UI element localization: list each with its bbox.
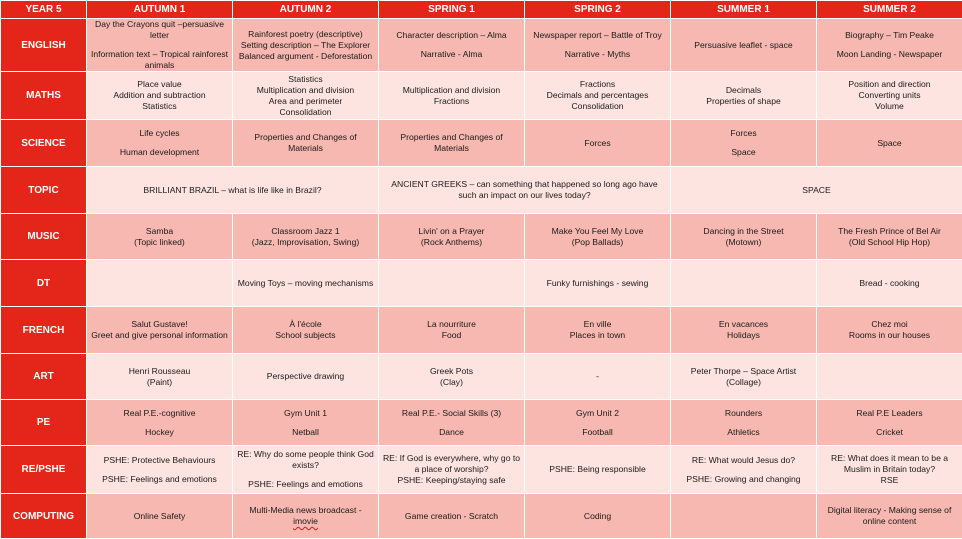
cell-line: (Motown)	[674, 237, 813, 248]
re-pshe-autumn-2	[233, 446, 379, 494]
cell-line: Classroom Jazz 1	[236, 226, 375, 237]
cell-line: En ville	[528, 319, 667, 330]
maths-spring-1	[379, 72, 525, 120]
cell-line: Holidays	[674, 330, 813, 341]
cell-line: Hockey	[90, 427, 229, 438]
subject-row-maths	[1, 72, 962, 120]
cell-line: Persuasive leaflet - space	[674, 40, 813, 51]
cell-line: Multi-Media news broadcast -	[236, 505, 375, 516]
cell-line: En vacances	[674, 319, 813, 330]
cell-line: RE: What does it mean to be a Muslim in Britain today?	[820, 453, 959, 475]
cell-line: Narrative - Alma	[382, 49, 521, 60]
cell-line: Chez moi	[820, 319, 959, 330]
dt-spring-1	[379, 260, 525, 307]
cell-line: Life cycles	[90, 128, 229, 139]
dt-summer-2	[817, 260, 962, 307]
dt-autumn-1	[87, 260, 233, 307]
cell-line: PSHE: Growing and changing	[674, 474, 813, 485]
subject-label: ENGLISH	[1, 19, 87, 72]
subject-label: FRENCH	[1, 307, 87, 354]
cell-line: Funky furnishings - sewing	[528, 278, 667, 289]
music-spring-1	[379, 214, 525, 260]
term-header-autumn-1: AUTUMN 1	[87, 1, 233, 19]
re-pshe-spring-1	[379, 446, 525, 494]
pe-spring-2	[525, 400, 671, 446]
english-autumn-2	[233, 19, 379, 72]
maths-summer-1	[671, 72, 817, 120]
year-header: YEAR 5	[1, 1, 87, 19]
cell-line: Properties of shape	[674, 96, 813, 107]
cell-line: Properties and Changes of Materials	[236, 132, 375, 154]
topic-summer: SPACE	[671, 167, 962, 214]
cell-line: Rainforest poetry (descriptive)	[236, 29, 375, 40]
cell-line: (Clay)	[382, 377, 521, 388]
cell-line: Greek Pots	[382, 366, 521, 377]
cell-line: Greet and give personal information	[90, 330, 229, 341]
cell-line: (Collage)	[674, 377, 813, 388]
cell-line: Gym Unit 1	[236, 408, 375, 419]
cell-line: Volume	[820, 101, 959, 112]
subject-label: PE	[1, 400, 87, 446]
cell-line: Samba	[90, 226, 229, 237]
english-summer-2	[817, 19, 962, 72]
term-header-spring-2: SPRING 2	[525, 1, 671, 19]
cell-line: Bread - cooking	[820, 278, 959, 289]
subject-row-english	[1, 19, 962, 72]
cell-line: La nourriture	[382, 319, 521, 330]
cell-line: Athletics	[674, 427, 813, 438]
term-header-autumn-2: AUTUMN 2	[233, 1, 379, 19]
cell-line: Perspective drawing	[236, 371, 375, 382]
subject-row-topic	[1, 167, 962, 214]
cell-line: Consolidation	[528, 101, 667, 112]
cell-line: Decimals	[674, 85, 813, 96]
cell-line: Football	[528, 427, 667, 438]
cell-line: Human development	[90, 147, 229, 158]
subject-label: ART	[1, 354, 87, 400]
topic-spring: ANCIENT GREEKS – can something that happened so long ago have such an impact on our lives today?	[379, 167, 671, 214]
re-pshe-summer-2	[817, 446, 962, 494]
cell-line: Consolidation	[236, 107, 375, 118]
maths-autumn-1	[87, 72, 233, 120]
dt-spring-2	[525, 260, 671, 307]
science-summer-1	[671, 120, 817, 167]
cell-line: À l'école	[236, 319, 375, 330]
cell-line: Places in town	[528, 330, 667, 341]
dt-summer-1	[671, 260, 817, 307]
term-header-spring-1: SPRING 1	[379, 1, 525, 19]
pe-autumn-2	[233, 400, 379, 446]
pe-autumn-1	[87, 400, 233, 446]
cell-line: The Fresh Prince of Bel Air	[820, 226, 959, 237]
header-row	[1, 1, 962, 19]
science-spring-2	[525, 120, 671, 167]
subject-label: TOPIC	[1, 167, 87, 214]
subject-row-computing	[1, 494, 962, 539]
computing-spring-2	[525, 494, 671, 539]
cell-line: Rounders	[674, 408, 813, 419]
cell-line: Addition and subtraction	[90, 90, 229, 101]
cell-line: Cricket	[820, 427, 959, 438]
cell-line: Newspaper report – Battle of Troy	[528, 30, 667, 41]
cell-line: Moving Toys – moving mechanisms	[236, 278, 375, 289]
english-summer-1	[671, 19, 817, 72]
cell-line: Narrative - Myths	[528, 49, 667, 60]
art-autumn-2	[233, 354, 379, 400]
cell-line: Multiplication and division	[236, 85, 375, 96]
cell-line: Digital literacy - Making sense of online content	[820, 505, 959, 527]
subject-row-music	[1, 214, 962, 260]
cell-line: Multiplication and division	[382, 85, 521, 96]
cell-line: RE: Why do some people think God exists?	[236, 449, 375, 471]
cell-line: Livin' on a Prayer	[382, 226, 521, 237]
subject-row-pe	[1, 400, 962, 446]
cell-line: Real P.E.-cognitive	[90, 408, 229, 419]
term-header-summer-1: SUMMER 1	[671, 1, 817, 19]
cell-line: (Pop Ballads)	[528, 237, 667, 248]
art-autumn-1	[87, 354, 233, 400]
cell-line: Statistics	[90, 101, 229, 112]
cell-line: Salut Gustave!	[90, 319, 229, 330]
art-spring-2	[525, 354, 671, 400]
computing-autumn-2	[233, 494, 379, 539]
cell-line: PSHE: Feelings and emotions	[236, 479, 375, 490]
science-autumn-2	[233, 120, 379, 167]
cell-line: Food	[382, 330, 521, 341]
cell-line: Real P.E.- Social Skills (3)	[382, 408, 521, 419]
re-pshe-spring-2	[525, 446, 671, 494]
cell-line: Henri Rousseau	[90, 366, 229, 377]
cell-line: Information text – Tropical rainforest animals	[90, 49, 229, 71]
cell-line: Space	[674, 147, 813, 158]
cell-line: Real P.E Leaders	[820, 408, 959, 419]
science-spring-1	[379, 120, 525, 167]
subject-row-science	[1, 120, 962, 167]
computing-summer-1	[671, 494, 817, 539]
subject-row-dt	[1, 260, 962, 307]
cell-line: Coding	[528, 511, 667, 522]
subject-label: MATHS	[1, 72, 87, 120]
cell-line: PSHE: Feelings and emotions	[90, 474, 229, 485]
cell-line: Dancing in the Street	[674, 226, 813, 237]
cell-line: Online Safety	[90, 511, 229, 522]
cell-line: Balanced argument - Deforestation	[236, 51, 375, 62]
cell-line: Position and direction	[820, 79, 959, 90]
cell-line: Fractions	[382, 96, 521, 107]
french-summer-1	[671, 307, 817, 354]
topic-autumn: BRILLIANT BRAZIL – what is life like in Brazil?	[87, 167, 379, 214]
art-summer-2	[817, 354, 962, 400]
cell-line: Converting units	[820, 90, 959, 101]
cell-line: Fractions	[528, 79, 667, 90]
cell-line: Game creation - Scratch	[382, 511, 521, 522]
french-autumn-1	[87, 307, 233, 354]
cell-line: Moon Landing - Newspaper	[820, 49, 959, 60]
french-spring-1	[379, 307, 525, 354]
science-autumn-1	[87, 120, 233, 167]
re-pshe-summer-1	[671, 446, 817, 494]
cell-line: imovie	[236, 516, 375, 527]
music-summer-2	[817, 214, 962, 260]
cell-line: -	[528, 371, 667, 382]
subject-label: SCIENCE	[1, 120, 87, 167]
re-pshe-autumn-1	[87, 446, 233, 494]
cell-line: Make You Feel My Love	[528, 226, 667, 237]
cell-line: (Jazz, Improvisation, Swing)	[236, 237, 375, 248]
english-autumn-1	[87, 19, 233, 72]
music-autumn-1	[87, 214, 233, 260]
computing-autumn-1	[87, 494, 233, 539]
cell-line: (Rock Anthems)	[382, 237, 521, 248]
pe-spring-1	[379, 400, 525, 446]
cell-line: Forces	[528, 138, 667, 149]
computing-spring-1	[379, 494, 525, 539]
english-spring-1	[379, 19, 525, 72]
cell-line: Character description – Alma	[382, 30, 521, 41]
subject-row-art	[1, 354, 962, 400]
cell-line: Rooms in our houses	[820, 330, 959, 341]
subject-label: DT	[1, 260, 87, 307]
music-spring-2	[525, 214, 671, 260]
maths-spring-2	[525, 72, 671, 120]
subject-label: RE/PSHE	[1, 446, 87, 494]
cell-line: Forces	[674, 128, 813, 139]
cell-line: Gym Unit 2	[528, 408, 667, 419]
maths-summer-2	[817, 72, 962, 120]
cell-line: (Old School Hip Hop)	[820, 237, 959, 248]
french-autumn-2	[233, 307, 379, 354]
cell-line: RSE	[820, 475, 959, 486]
cell-line: Dance	[382, 427, 521, 438]
cell-line: PSHE: Protective Behaviours	[90, 455, 229, 466]
cell-line: Area and perimeter	[236, 96, 375, 107]
pe-summer-1	[671, 400, 817, 446]
subject-row-re-pshe	[1, 446, 962, 494]
cell-line: Peter Thorpe – Space Artist	[674, 366, 813, 377]
cell-line: Day the Crayons quit –persuasive letter	[90, 19, 229, 41]
french-summer-2	[817, 307, 962, 354]
art-spring-1	[379, 354, 525, 400]
english-spring-2	[525, 19, 671, 72]
cell-line: RE: If God is everywhere, why go to a place of worship?	[382, 453, 521, 475]
subject-label: MUSIC	[1, 214, 87, 260]
term-header-summer-2: SUMMER 2	[817, 1, 962, 19]
music-summer-1	[671, 214, 817, 260]
cell-line: (Topic linked)	[90, 237, 229, 248]
cell-line: RE: What would Jesus do?	[674, 455, 813, 466]
cell-line: Space	[820, 138, 959, 149]
dt-autumn-2	[233, 260, 379, 307]
cell-line: Netball	[236, 427, 375, 438]
subject-label: COMPUTING	[1, 494, 87, 539]
music-autumn-2	[233, 214, 379, 260]
subject-row-french	[1, 307, 962, 354]
cell-line: Biography – Tim Peake	[820, 30, 959, 41]
science-summer-2	[817, 120, 962, 167]
cell-line: School subjects	[236, 330, 375, 341]
computing-summer-2	[817, 494, 962, 539]
cell-line: Setting description – The Explorer	[236, 40, 375, 51]
cell-line: Statistics	[236, 74, 375, 85]
cell-line: Properties and Changes of Materials	[382, 132, 521, 154]
maths-autumn-2	[233, 72, 379, 120]
pe-summer-2	[817, 400, 962, 446]
cell-line: Place value	[90, 79, 229, 90]
french-spring-2	[525, 307, 671, 354]
art-summer-1	[671, 354, 817, 400]
cell-line: (Paint)	[90, 377, 229, 388]
cell-line: Decimals and percentages	[528, 90, 667, 101]
cell-line: PSHE: Keeping/staying safe	[382, 475, 521, 486]
cell-line: PSHE: Being responsible	[528, 464, 667, 475]
